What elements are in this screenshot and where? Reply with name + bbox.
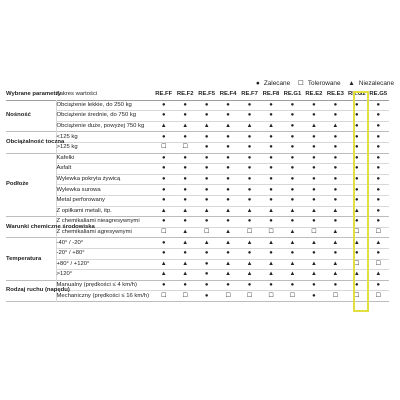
rating-cell: ●	[161, 133, 166, 140]
rating-cell: ●	[290, 197, 295, 204]
rating-cell: ●	[183, 186, 187, 193]
column-header: RE.FF	[155, 91, 173, 98]
rating-cell: ●	[312, 250, 316, 257]
param-label: -20° / +80°	[56, 248, 153, 259]
rating-cell: ●	[312, 101, 316, 108]
rating-cell: ●	[312, 144, 316, 151]
rating-cell: ●	[355, 218, 359, 225]
rating-cell: ●	[290, 144, 295, 151]
group-label: Temperatura	[6, 255, 42, 262]
rating-cell: ☐	[354, 260, 360, 267]
rating-cell: ▲	[160, 123, 167, 130]
column-header: RE.E2	[305, 91, 323, 98]
rating-cell: ●	[161, 218, 166, 225]
column-header: RE.G5	[369, 91, 388, 98]
rating-cell: ●	[247, 218, 252, 225]
param-column-header: Zakres wartości	[56, 91, 98, 98]
table-row	[6, 174, 389, 185]
rating-cell: ●	[333, 154, 338, 161]
rating-cell: ●	[161, 154, 166, 161]
rating-cell: ●	[333, 218, 338, 225]
rating-cell: ▲	[225, 260, 231, 267]
rating-cell: ●	[355, 133, 359, 140]
table-row	[6, 238, 389, 249]
rating-cell: ▲	[268, 260, 274, 267]
rating-cell: ●	[312, 165, 316, 172]
rating-cell: ●	[269, 154, 273, 161]
rating-cell: ●	[269, 218, 273, 225]
column-header: RE.F4	[219, 91, 237, 98]
rating-cell: ●	[269, 133, 273, 140]
rating-cell: ●	[204, 144, 209, 151]
param-label: >120°	[56, 270, 153, 281]
rating-cell: ●	[226, 281, 230, 288]
param-label: Metal perforowany	[56, 195, 153, 206]
rating-cell: ●	[355, 144, 359, 151]
rating-cell: ▲	[182, 229, 189, 236]
param-label: -40° / -20°	[56, 238, 153, 249]
rating-cell: ▲	[182, 260, 189, 267]
table-row	[6, 217, 389, 228]
rating-cell: ●	[312, 176, 316, 183]
rating-cell: ●	[161, 112, 166, 119]
rating-cell: ●	[290, 133, 295, 140]
rating-cell: ●	[269, 165, 273, 172]
rating-cell: ☐	[375, 229, 381, 236]
rating-cell: ●	[312, 154, 316, 161]
rating-cell: ▲	[268, 207, 274, 214]
legend	[236, 79, 394, 87]
rating-cell: ▲	[225, 239, 231, 246]
group-label: Rodzaj ruchu (napędu)	[6, 287, 70, 294]
param-label: Kafelki	[56, 153, 153, 164]
group-column-header: Wybrane parametry	[6, 91, 61, 98]
rating-cell: ●	[161, 239, 166, 246]
rating-cell: ●	[269, 101, 273, 108]
table-row	[6, 270, 389, 281]
rating-cell: ●	[333, 133, 338, 140]
rating-cell: ●	[247, 250, 252, 257]
rating-cell: ▲	[268, 123, 274, 130]
rating-cell: ●	[226, 197, 230, 204]
rating-cell: ●	[247, 281, 252, 288]
rating-cell: ●	[355, 176, 359, 183]
table-row	[6, 206, 389, 217]
rating-cell: ●	[355, 154, 359, 161]
table-row	[6, 259, 389, 270]
rating-cell: ●	[333, 186, 338, 193]
rating-cell: ●	[376, 218, 381, 225]
rating-cell: ▲	[268, 239, 274, 246]
rating-cell: ▲	[225, 207, 231, 214]
rating-cell: ▲	[332, 260, 339, 267]
legend-recommended: ● Zalecane	[255, 80, 291, 87]
rating-cell: ●	[312, 112, 316, 119]
rating-cell: ●	[204, 186, 209, 193]
rating-cell: ☐	[203, 229, 210, 236]
rating-cell: ☐	[375, 260, 381, 267]
rating-cell: ▲	[160, 207, 167, 214]
rating-cell: ●	[269, 112, 273, 119]
rating-cell: ●	[290, 281, 295, 288]
rating-cell: ●	[183, 165, 187, 172]
rating-cell: ●	[312, 186, 316, 193]
column-header: RE.F5	[198, 91, 215, 98]
rating-cell: ▲	[246, 260, 253, 267]
rating-cell: ●	[204, 101, 209, 108]
rating-cell: ●	[204, 165, 209, 172]
param-label: Wylewka surowa	[56, 185, 153, 196]
hollow-square-icon: ☐	[297, 80, 304, 87]
rating-cell: ●	[204, 250, 209, 257]
rating-cell: ●	[312, 197, 316, 204]
rating-cell: ▲	[310, 260, 317, 267]
rating-cell: ●	[333, 101, 338, 108]
rating-cell: ●	[161, 165, 166, 172]
rating-cell: ☐	[161, 229, 167, 236]
param-label: >125 kg	[56, 142, 153, 153]
rating-cell: ▲	[246, 123, 253, 130]
rating-cell: ●	[269, 186, 273, 193]
rating-cell: ●	[376, 123, 381, 130]
group-label: Warunki chemiczne środowiska	[6, 223, 95, 230]
rating-cell: ●	[376, 281, 381, 288]
rating-cell: ☐	[354, 229, 360, 236]
rating-cell: ●	[355, 123, 359, 130]
rating-cell: ●	[226, 133, 230, 140]
rating-cell: ●	[376, 186, 381, 193]
rating-cell: ●	[161, 101, 166, 108]
column-header: RE.F2	[176, 91, 194, 98]
rating-cell: ▲	[246, 239, 253, 246]
rating-cell: ●	[183, 112, 187, 119]
rating-cell: ●	[376, 112, 381, 119]
rating-cell: ▲	[332, 229, 339, 236]
rating-cell: ▲	[332, 207, 339, 214]
rating-cell: ●	[376, 144, 381, 151]
rating-cell: ☐	[225, 292, 231, 299]
rating-cell: ●	[376, 101, 381, 108]
rating-cell: ▲	[310, 239, 317, 246]
param-label: Obciążenie lekkie, do 250 kg	[56, 100, 153, 111]
rating-cell: ▲	[289, 207, 296, 214]
rating-cell: ●	[226, 165, 230, 172]
rating-cell: ●	[204, 271, 209, 278]
rating-cell: ▲	[225, 123, 231, 130]
rating-cell: ▲	[203, 239, 210, 246]
rating-cell: ▲	[160, 271, 167, 278]
rating-cell: ▲	[268, 271, 274, 278]
rating-cell: ●	[290, 165, 295, 172]
table-row	[6, 291, 389, 302]
rating-cell: ●	[376, 154, 381, 161]
column-header: RE.G1	[283, 91, 302, 98]
rating-cell: ☐	[268, 229, 274, 236]
rating-cell: ●	[183, 176, 187, 183]
rating-cell: ●	[269, 144, 273, 151]
rating-cell: ☐	[375, 292, 381, 299]
param-label: Manualny (prędkości ≤ 4 km/h)	[56, 280, 153, 291]
rating-cell: ●	[247, 101, 252, 108]
rating-cell: ●	[355, 250, 359, 257]
rating-cell: ▲	[289, 260, 296, 267]
rating-cell: ●	[269, 250, 273, 257]
rating-cell: ▲	[375, 239, 382, 246]
param-label: Asfalt	[56, 164, 153, 175]
rating-cell: ●	[355, 112, 359, 119]
rating-cell: ●	[312, 292, 316, 299]
rating-cell: ▲	[225, 229, 231, 236]
rating-cell: ☐	[289, 292, 296, 299]
rating-cell: ●	[226, 154, 230, 161]
rating-cell: ●	[226, 101, 230, 108]
rating-cell: ☐	[161, 292, 167, 299]
param-label: +80° / +120°	[56, 259, 153, 270]
rating-cell: ●	[290, 186, 295, 193]
rating-cell: ●	[355, 165, 359, 172]
rating-cell: ●	[204, 292, 209, 299]
rating-cell: ●	[290, 154, 295, 161]
rating-cell: ☐	[161, 144, 167, 151]
column-header: RE.F7	[241, 91, 258, 98]
rating-cell: ●	[204, 112, 209, 119]
rating-cell: ▲	[246, 207, 253, 214]
rating-cell: ●	[333, 250, 338, 257]
rating-cell: ●	[333, 165, 338, 172]
rating-cell: ●	[376, 197, 381, 204]
rating-cell: ▲	[353, 271, 360, 278]
table-row	[6, 280, 389, 291]
rating-cell: ●	[290, 101, 295, 108]
rating-cell: ▲	[203, 123, 210, 130]
table-row	[6, 142, 389, 153]
rating-cell: ●	[226, 218, 230, 225]
rating-cell: ●	[204, 133, 209, 140]
rating-cell: ●	[269, 176, 273, 183]
rating-cell: ●	[247, 197, 252, 204]
table-row	[6, 100, 389, 111]
rating-cell: ☐	[311, 229, 317, 236]
rating-cell: ▲	[160, 260, 167, 267]
rating-cell: ●	[161, 186, 166, 193]
table-header-row	[6, 90, 389, 100]
rating-cell: ●	[226, 144, 230, 151]
rating-cell: ●	[226, 176, 230, 183]
rating-cell: ●	[161, 197, 166, 204]
rating-cell: ▲	[289, 229, 296, 236]
rating-cell: ●	[204, 154, 209, 161]
rating-cell: ☐	[182, 292, 188, 299]
rating-cell: ●	[290, 123, 295, 130]
legend-tolerated: ☐ Tolerowane	[297, 80, 341, 87]
rating-cell: ▲	[182, 123, 189, 130]
rating-cell: ●	[355, 186, 359, 193]
rating-cell: ●	[290, 218, 295, 225]
param-label: Z chemikaliami nieagresywnymi	[56, 217, 153, 228]
rating-cell: ●	[161, 281, 166, 288]
rating-cell: ☐	[354, 292, 360, 299]
rating-cell: ●	[376, 133, 381, 140]
rating-cell: ▲	[182, 207, 189, 214]
rating-cell: ●	[247, 176, 252, 183]
rating-cell: ☐	[182, 144, 188, 151]
group-label: Obciążalność toczna	[6, 138, 65, 145]
filled-circle-icon: ●	[255, 80, 260, 87]
rating-cell: ●	[376, 165, 381, 172]
rating-cell: ●	[247, 144, 252, 151]
rating-cell: ▲	[289, 271, 296, 278]
rating-cell: ▲	[203, 207, 210, 214]
rating-cell: ●	[204, 281, 209, 288]
group-label: Nośność	[6, 112, 31, 119]
rating-cell: ●	[161, 176, 166, 183]
param-label: Mechaniczny (prędkości ≤ 16 km/h)	[56, 291, 153, 302]
rating-cell: ●	[226, 250, 230, 257]
rating-cell: ●	[247, 133, 252, 140]
rating-cell: ●	[183, 133, 187, 140]
column-header: RE.F8	[262, 91, 280, 98]
rating-cell: ●	[290, 176, 295, 183]
rating-cell: ●	[247, 165, 252, 172]
rating-cell: ☐	[268, 292, 274, 299]
rating-cell: ●	[226, 186, 230, 193]
table-row	[6, 153, 389, 164]
rating-cell: ▲	[182, 239, 189, 246]
param-label: Obciążenie średnie, do 750 kg	[56, 111, 153, 122]
table-row	[6, 164, 389, 175]
rating-cell: ●	[376, 250, 381, 257]
rating-cell: ●	[247, 154, 252, 161]
column-header: RE.E3	[326, 91, 344, 98]
filled-triangle-icon: ▲	[348, 80, 355, 87]
rating-cell: ●	[312, 133, 316, 140]
rating-cell: ●	[333, 176, 338, 183]
rating-cell: ▲	[310, 271, 317, 278]
rating-cell: ●	[183, 218, 187, 225]
rating-cell: ▲	[332, 123, 339, 130]
param-label: Wylewka pokryta żywicą	[56, 174, 153, 185]
rating-cell: ●	[183, 281, 187, 288]
rating-cell: ▲	[182, 271, 189, 278]
rating-cell: ●	[204, 176, 209, 183]
param-label: <125 kg	[56, 132, 153, 143]
rating-cell: ●	[376, 207, 381, 214]
table-row	[6, 185, 389, 196]
rating-cell: ●	[161, 250, 166, 257]
rating-cell: ●	[312, 218, 316, 225]
rating-cell: ●	[183, 197, 187, 204]
table-row	[6, 248, 389, 259]
rating-cell: ●	[376, 176, 381, 183]
rating-cell: ●	[333, 112, 338, 119]
rating-cell: ●	[269, 197, 273, 204]
rating-cell: ●	[204, 197, 209, 204]
param-label: Z opiłkami metali, itp.	[56, 206, 153, 217]
rating-cell: ▲	[289, 239, 296, 246]
legend-not-recommended: ▲ Niezalecane	[348, 80, 394, 87]
rating-cell: ▲	[225, 271, 231, 278]
rating-cell: ▲	[310, 123, 317, 130]
param-label: Obciążenie duże, powyżej 750 kg	[56, 121, 153, 132]
rating-cell: ●	[355, 101, 359, 108]
rating-cell: ▲	[332, 271, 339, 278]
rating-cell: ▲	[310, 207, 317, 214]
rating-cell: ●	[290, 250, 295, 257]
rating-cell: ●	[204, 218, 209, 225]
rating-cell: ▲	[353, 207, 360, 214]
rating-cell: ☐	[332, 292, 338, 299]
rating-cell: ▲	[375, 271, 382, 278]
rating-cell: ▲	[353, 239, 360, 246]
rating-cell: ●	[183, 101, 187, 108]
table-row	[6, 227, 389, 238]
rating-cell: ●	[247, 112, 252, 119]
rating-cell: ●	[183, 154, 187, 161]
param-label: Z chemikaliami agresywnymi	[56, 227, 153, 238]
table-body	[6, 100, 389, 301]
rating-cell: ▲	[246, 271, 253, 278]
table-row	[6, 195, 389, 206]
rating-cell: ●	[247, 186, 252, 193]
rating-cell: ▲	[332, 239, 339, 246]
table-row	[6, 121, 389, 132]
table-row	[6, 132, 389, 143]
compatibility-table	[6, 90, 389, 302]
group-label: Podłoże	[6, 181, 29, 188]
rating-cell: ●	[355, 281, 359, 288]
rating-cell: ☐	[246, 292, 253, 299]
rating-cell: ●	[269, 281, 273, 288]
rating-cell: ●	[333, 144, 338, 151]
rating-cell: ●	[333, 197, 338, 204]
rating-cell: ☐	[246, 229, 253, 236]
rating-cell: ●	[290, 112, 295, 119]
table-row	[6, 111, 389, 122]
column-header: RE.G2	[347, 91, 366, 98]
rating-cell: ●	[204, 260, 209, 267]
rating-cell: ●	[183, 250, 187, 257]
rating-cell: ●	[226, 112, 230, 119]
rating-cell: ●	[312, 281, 316, 288]
rating-cell: ●	[355, 197, 359, 204]
rating-cell: ●	[333, 281, 338, 288]
